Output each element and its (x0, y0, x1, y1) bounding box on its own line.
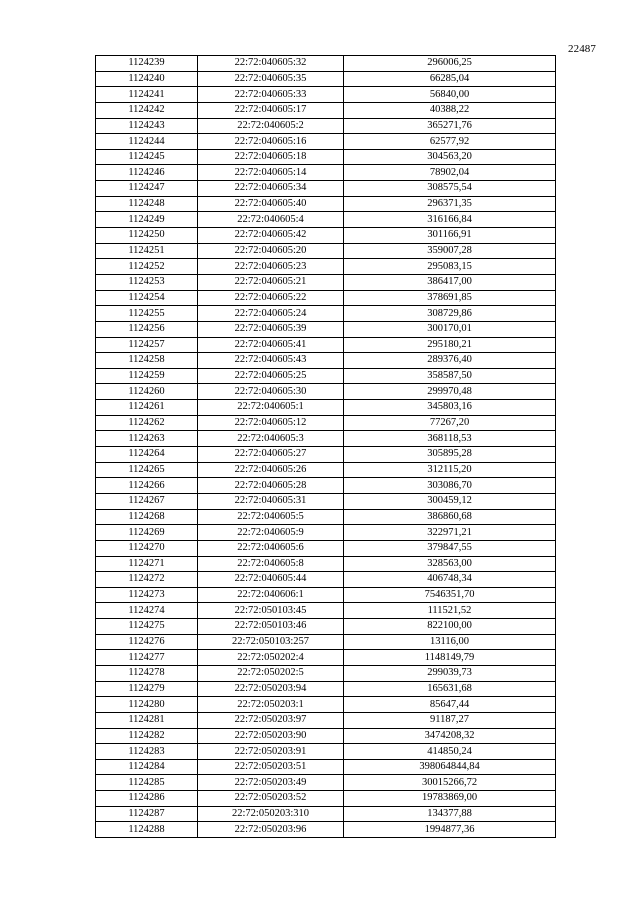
cadastral-value-cell: 7546351,70 (344, 587, 556, 603)
cadastral-value-cell: 56840,00 (344, 87, 556, 103)
cadastral-number-cell: 22:72:050203:1 (198, 697, 344, 713)
table-row (96, 212, 556, 228)
table-row (96, 87, 556, 103)
table-row (96, 619, 556, 635)
table-row (96, 306, 556, 322)
record-number-cell: 1124259 (96, 368, 198, 384)
record-number-cell: 1124276 (96, 634, 198, 650)
table-row (96, 681, 556, 697)
cadastral-value-cell: 78902,04 (344, 165, 556, 181)
cadastral-value-cell: 301166,91 (344, 228, 556, 244)
record-number-cell: 1124280 (96, 697, 198, 713)
cadastral-value-cell: 303086,70 (344, 478, 556, 494)
record-number-cell: 1124265 (96, 462, 198, 478)
record-number-cell: 1124279 (96, 681, 198, 697)
table-row (96, 806, 556, 822)
cadastral-number-cell: 22:72:040605:33 (198, 87, 344, 103)
table-row (96, 353, 556, 369)
cadastral-number-cell: 22:72:050103:46 (198, 619, 344, 635)
table-row (96, 791, 556, 807)
cadastral-number-cell: 22:72:040605:20 (198, 243, 344, 259)
table-row (96, 759, 556, 775)
cadastral-number-cell: 22:72:040605:35 (198, 71, 344, 87)
table-row (96, 431, 556, 447)
table-row (96, 400, 556, 416)
cadastral-number-cell: 22:72:040605:9 (198, 525, 344, 541)
cadastral-value-cell: 299039,73 (344, 665, 556, 681)
cadastral-value-cell: 322971,21 (344, 525, 556, 541)
record-number-cell: 1124242 (96, 102, 198, 118)
cadastral-number-cell: 22:72:050202:5 (198, 665, 344, 681)
cadastral-value-cell: 62577,92 (344, 134, 556, 150)
cadastral-number-cell: 22:72:040605:21 (198, 274, 344, 290)
record-number-cell: 1124253 (96, 274, 198, 290)
cadastral-number-cell: 22:72:040605:24 (198, 306, 344, 322)
record-number-cell: 1124249 (96, 212, 198, 228)
cadastral-value-cell: 308575,54 (344, 181, 556, 197)
record-number-cell: 1124257 (96, 337, 198, 353)
record-number-cell: 1124263 (96, 431, 198, 447)
table-row (96, 587, 556, 603)
cadastral-number-cell: 22:72:040606:1 (198, 587, 344, 603)
record-number-cell: 1124245 (96, 149, 198, 165)
cadastral-number-cell: 22:72:040605:25 (198, 368, 344, 384)
table-row (96, 71, 556, 87)
table-row (96, 712, 556, 728)
table-row (96, 744, 556, 760)
cadastral-number-cell: 22:72:050202:4 (198, 650, 344, 666)
table-row (96, 556, 556, 572)
cadastral-number-cell: 22:72:040605:26 (198, 462, 344, 478)
record-number-cell: 1124285 (96, 775, 198, 791)
table-body (96, 56, 556, 838)
record-number-cell: 1124277 (96, 650, 198, 666)
cadastral-number-cell: 22:72:040605:17 (198, 102, 344, 118)
cadastral-number-cell: 22:72:040605:6 (198, 540, 344, 556)
record-number-cell: 1124239 (96, 56, 198, 72)
cadastral-value-cell: 365271,76 (344, 118, 556, 134)
cadastral-number-cell: 22:72:040605:2 (198, 118, 344, 134)
table-row (96, 134, 556, 150)
table-row (96, 290, 556, 306)
cadastral-number-cell: 22:72:050203:310 (198, 806, 344, 822)
cadastral-number-cell: 22:72:040605:40 (198, 196, 344, 212)
record-number-cell: 1124266 (96, 478, 198, 494)
cadastral-value-cell: 296371,35 (344, 196, 556, 212)
cadastral-number-cell: 22:72:040605:14 (198, 165, 344, 181)
record-number-cell: 1124271 (96, 556, 198, 572)
cadastral-number-cell: 22:72:040605:31 (198, 493, 344, 509)
cadastral-number-cell: 22:72:050203:91 (198, 744, 344, 760)
cadastral-value-cell: 359007,28 (344, 243, 556, 259)
cadastral-value-cell: 368118,53 (344, 431, 556, 447)
table-row (96, 650, 556, 666)
cadastral-number-cell: 22:72:040605:28 (198, 478, 344, 494)
table-row (96, 149, 556, 165)
cadastral-number-cell: 22:72:040605:8 (198, 556, 344, 572)
cadastral-number-cell: 22:72:040605:1 (198, 400, 344, 416)
table-row (96, 181, 556, 197)
record-number-cell: 1124278 (96, 665, 198, 681)
table-row (96, 697, 556, 713)
record-number-cell: 1124243 (96, 118, 198, 134)
cadastral-value-cell: 13116,00 (344, 634, 556, 650)
table-row (96, 478, 556, 494)
cadastral-value-cell: 308729,86 (344, 306, 556, 322)
cadastral-value-cell: 85647,44 (344, 697, 556, 713)
table-row (96, 665, 556, 681)
cadastral-number-cell: 22:72:040605:39 (198, 321, 344, 337)
cadastral-number-cell: 22:72:050103:45 (198, 603, 344, 619)
table-row (96, 775, 556, 791)
record-number-cell: 1124251 (96, 243, 198, 259)
record-number-cell: 1124273 (96, 587, 198, 603)
record-number-cell: 1124272 (96, 572, 198, 588)
record-number-cell: 1124286 (96, 791, 198, 807)
record-number-cell: 1124275 (96, 619, 198, 635)
cadastral-number-cell: 22:72:040605:32 (198, 56, 344, 72)
cadastral-value-table (95, 55, 556, 838)
table-row (96, 259, 556, 275)
cadastral-number-cell: 22:72:040605:4 (198, 212, 344, 228)
cadastral-value-cell: 386417,00 (344, 274, 556, 290)
cadastral-value-cell: 295083,15 (344, 259, 556, 275)
cadastral-number-cell: 22:72:040605:3 (198, 431, 344, 447)
cadastral-number-cell: 22:72:050203:94 (198, 681, 344, 697)
cadastral-value-cell: 165631,68 (344, 681, 556, 697)
cadastral-value-cell: 358587,50 (344, 368, 556, 384)
page-number: 22487 (568, 43, 596, 55)
table-row (96, 728, 556, 744)
record-number-cell: 1124262 (96, 415, 198, 431)
cadastral-number-cell: 22:72:050203:90 (198, 728, 344, 744)
cadastral-number-cell: 22:72:040605:22 (198, 290, 344, 306)
table-row (96, 337, 556, 353)
record-number-cell: 1124254 (96, 290, 198, 306)
table-row (96, 243, 556, 259)
cadastral-value-cell: 1994877,36 (344, 822, 556, 838)
cadastral-number-cell: 22:72:040605:30 (198, 384, 344, 400)
cadastral-value-cell: 414850,24 (344, 744, 556, 760)
cadastral-value-cell: 398064844,84 (344, 759, 556, 775)
table-row (96, 572, 556, 588)
cadastral-value-cell: 304563,20 (344, 149, 556, 165)
record-number-cell: 1124267 (96, 493, 198, 509)
cadastral-value-cell: 295180,21 (344, 337, 556, 353)
cadastral-number-cell: 22:72:040605:23 (198, 259, 344, 275)
cadastral-number-cell: 22:72:050203:96 (198, 822, 344, 838)
cadastral-number-cell: 22:72:040605:27 (198, 447, 344, 463)
record-number-cell: 1124270 (96, 540, 198, 556)
cadastral-number-cell: 22:72:040605:12 (198, 415, 344, 431)
cadastral-value-cell: 822100,00 (344, 619, 556, 635)
table-row (96, 321, 556, 337)
record-number-cell: 1124246 (96, 165, 198, 181)
cadastral-value-cell: 378691,85 (344, 290, 556, 306)
cadastral-number-cell: 22:72:040605:18 (198, 149, 344, 165)
cadastral-number-cell: 22:72:040605:5 (198, 509, 344, 525)
table-row (96, 540, 556, 556)
cadastral-value-cell: 386860,68 (344, 509, 556, 525)
cadastral-number-cell: 22:72:050203:97 (198, 712, 344, 728)
cadastral-value-cell: 312115,20 (344, 462, 556, 478)
table-row (96, 196, 556, 212)
record-number-cell: 1124283 (96, 744, 198, 760)
cadastral-number-cell: 22:72:050203:51 (198, 759, 344, 775)
cadastral-value-cell: 305895,28 (344, 447, 556, 463)
cadastral-value-cell: 19783869,00 (344, 791, 556, 807)
cadastral-number-cell: 22:72:040605:43 (198, 353, 344, 369)
cadastral-value-cell: 328563,00 (344, 556, 556, 572)
record-number-cell: 1124250 (96, 228, 198, 244)
table-row (96, 493, 556, 509)
table-row (96, 525, 556, 541)
table-row (96, 228, 556, 244)
record-number-cell: 1124268 (96, 509, 198, 525)
cadastral-value-cell: 345803,16 (344, 400, 556, 416)
table-row (96, 368, 556, 384)
record-number-cell: 1124261 (96, 400, 198, 416)
cadastral-value-cell: 296006,25 (344, 56, 556, 72)
record-number-cell: 1124264 (96, 447, 198, 463)
record-number-cell: 1124241 (96, 87, 198, 103)
record-number-cell: 1124260 (96, 384, 198, 400)
record-number-cell: 1124248 (96, 196, 198, 212)
cadastral-value-cell: 299970,48 (344, 384, 556, 400)
cadastral-value-cell: 111521,52 (344, 603, 556, 619)
table-row (96, 634, 556, 650)
record-number-cell: 1124247 (96, 181, 198, 197)
table-row (96, 462, 556, 478)
table-row (96, 165, 556, 181)
cadastral-number-cell: 22:72:050203:49 (198, 775, 344, 791)
cadastral-value-cell: 134377,88 (344, 806, 556, 822)
record-number-cell: 1124252 (96, 259, 198, 275)
record-number-cell: 1124288 (96, 822, 198, 838)
record-number-cell: 1124269 (96, 525, 198, 541)
record-number-cell: 1124256 (96, 321, 198, 337)
cadastral-value-cell: 406748,34 (344, 572, 556, 588)
cadastral-value-cell: 300170,01 (344, 321, 556, 337)
cadastral-value-cell: 66285,04 (344, 71, 556, 87)
cadastral-number-cell: 22:72:050103:257 (198, 634, 344, 650)
table-row (96, 56, 556, 72)
record-number-cell: 1124282 (96, 728, 198, 744)
cadastral-value-cell: 300459,12 (344, 493, 556, 509)
cadastral-value-cell: 379847,55 (344, 540, 556, 556)
cadastral-value-cell: 316166,84 (344, 212, 556, 228)
table-row (96, 102, 556, 118)
cadastral-value-cell: 289376,40 (344, 353, 556, 369)
table-row (96, 603, 556, 619)
cadastral-value-cell: 30015266,72 (344, 775, 556, 791)
cadastral-number-cell: 22:72:040605:44 (198, 572, 344, 588)
cadastral-number-cell: 22:72:040605:16 (198, 134, 344, 150)
cadastral-value-cell: 3474208,32 (344, 728, 556, 744)
cadastral-value-cell: 40388,22 (344, 102, 556, 118)
record-number-cell: 1124281 (96, 712, 198, 728)
record-number-cell: 1124244 (96, 134, 198, 150)
record-number-cell: 1124287 (96, 806, 198, 822)
table-row (96, 509, 556, 525)
table-row (96, 274, 556, 290)
table-row (96, 118, 556, 134)
record-number-cell: 1124274 (96, 603, 198, 619)
table-row (96, 822, 556, 838)
record-number-cell: 1124284 (96, 759, 198, 775)
cadastral-number-cell: 22:72:050203:52 (198, 791, 344, 807)
cadastral-number-cell: 22:72:040605:42 (198, 228, 344, 244)
record-number-cell: 1124240 (96, 71, 198, 87)
cadastral-number-cell: 22:72:040605:41 (198, 337, 344, 353)
table-row (96, 415, 556, 431)
record-number-cell: 1124255 (96, 306, 198, 322)
table-row (96, 384, 556, 400)
table-row (96, 447, 556, 463)
cadastral-value-cell: 91187,27 (344, 712, 556, 728)
cadastral-value-cell: 77267,20 (344, 415, 556, 431)
record-number-cell: 1124258 (96, 353, 198, 369)
cadastral-value-cell: 1148149,79 (344, 650, 556, 666)
cadastral-number-cell: 22:72:040605:34 (198, 181, 344, 197)
